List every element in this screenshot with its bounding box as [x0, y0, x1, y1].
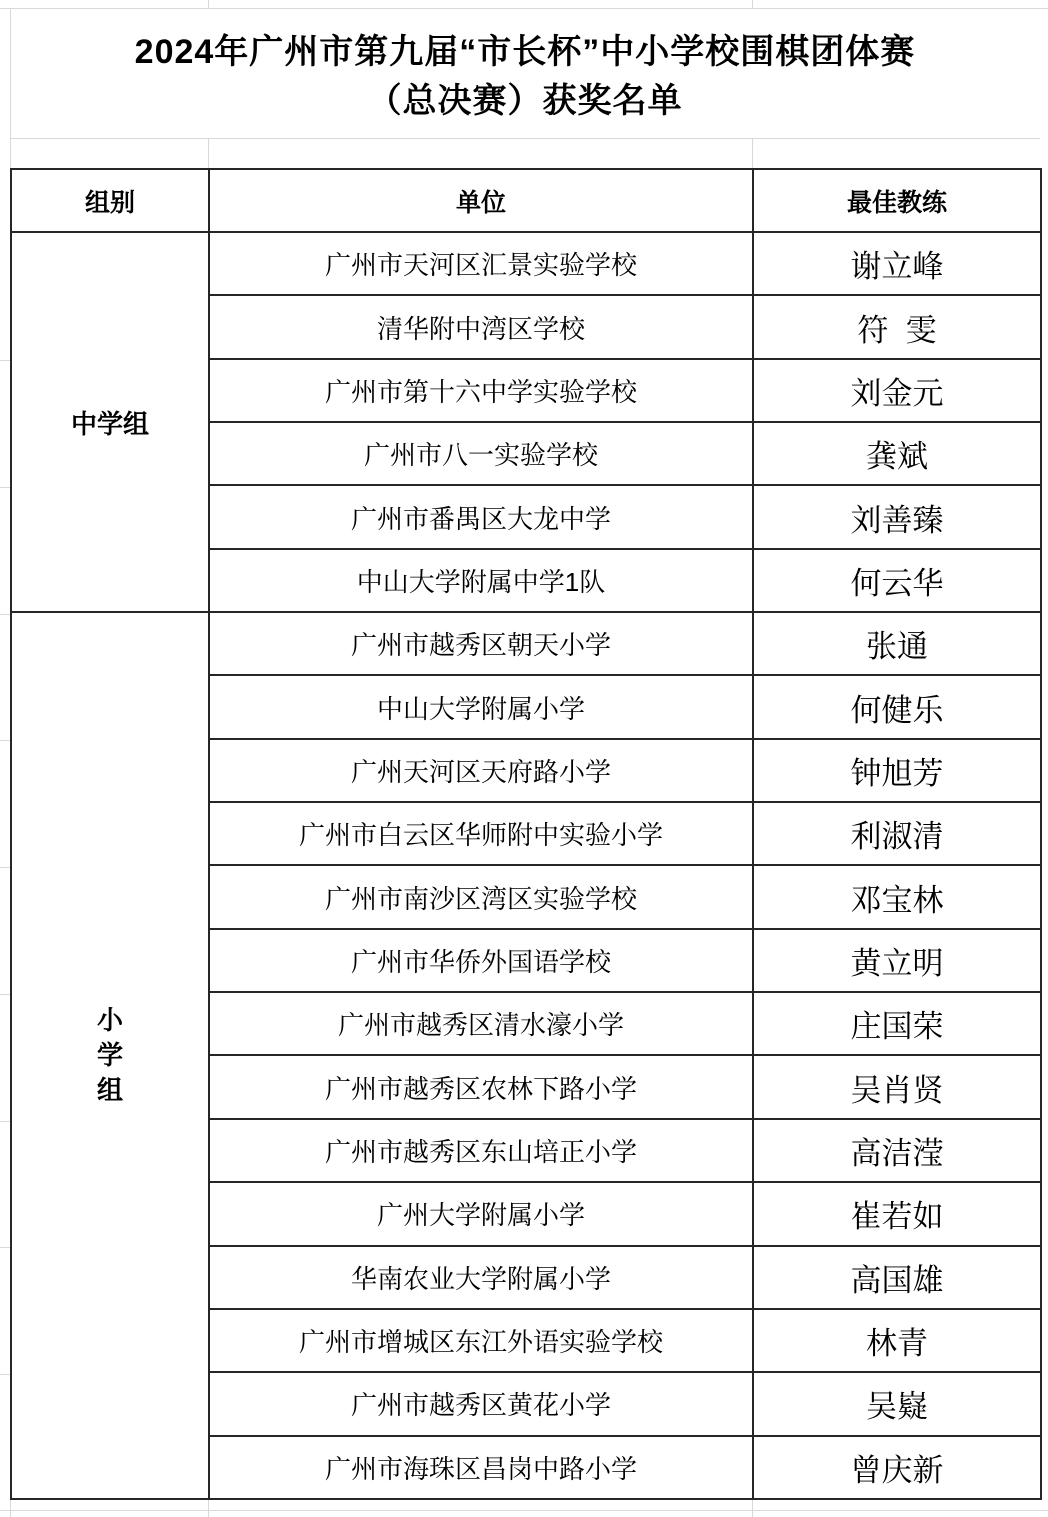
coach-cell: 钟旭芳 [753, 739, 1041, 802]
table-row [11, 612, 1041, 675]
unit-cell: 广州市第十六中学实验学校 [209, 359, 753, 422]
unit-cell: 广州市番禺区大龙中学 [209, 485, 753, 548]
coach-cell: 高国雄 [753, 1246, 1041, 1309]
gridline [0, 1121, 10, 1122]
group-label-middle-school: 中学组 [11, 232, 209, 612]
coach-cell: 张通 [753, 612, 1041, 675]
coach-cell: 黄立明 [753, 929, 1041, 992]
page-title [10, 8, 1040, 138]
coach-cell: 曾庆新 [753, 1436, 1041, 1499]
coach-cell: 符 雯 [753, 295, 1041, 358]
gridline [0, 867, 10, 868]
gridline [208, 1500, 209, 1517]
gridline [752, 138, 753, 168]
coach-cell: 吴嶷 [753, 1372, 1041, 1435]
table-row [11, 232, 1041, 295]
group-label-primary-school [11, 612, 209, 1499]
gridline [0, 1374, 10, 1375]
gridline [10, 1500, 11, 1517]
coach-cell: 谢立峰 [753, 232, 1041, 295]
unit-cell: 广州市越秀区东山培正小学 [209, 1119, 753, 1182]
gridline [752, 0, 753, 8]
unit-cell: 广州市越秀区黄花小学 [209, 1372, 753, 1435]
coach-cell: 何云华 [753, 549, 1041, 612]
unit-cell: 广州市华侨外国语学校 [209, 929, 753, 992]
unit-cell: 广州市八一实验学校 [209, 422, 753, 485]
coach-cell: 高洁滢 [753, 1119, 1041, 1182]
coach-cell: 庄国荣 [753, 992, 1041, 1055]
gridline [752, 1500, 753, 1517]
coach-cell: 刘金元 [753, 359, 1041, 422]
gridline [0, 994, 10, 995]
gridline [208, 138, 209, 168]
coach-cell: 林青 [753, 1309, 1041, 1372]
coach-cell: 崔若如 [753, 1182, 1041, 1245]
unit-cell: 中山大学附属中学1队 [209, 549, 753, 612]
unit-cell: 中山大学附属小学 [209, 675, 753, 738]
coach-cell: 邓宝林 [753, 865, 1041, 928]
coach-cell: 何健乐 [753, 675, 1041, 738]
unit-cell: 广州市白云区华师附中实验小学 [209, 802, 753, 865]
award-table [10, 168, 1042, 1500]
gridline [0, 360, 10, 361]
unit-cell: 广州市天河区汇景实验学校 [209, 232, 753, 295]
unit-cell: 广州市增城区东江外语实验学校 [209, 1309, 753, 1372]
gridline [0, 487, 10, 488]
gridline [0, 614, 10, 615]
gridline [10, 138, 1040, 139]
gridline [0, 1247, 10, 1248]
header-group: 组别 [11, 169, 209, 232]
table-header-row [11, 169, 1041, 232]
unit-cell: 广州市海珠区昌岗中路小学 [209, 1436, 753, 1499]
unit-cell: 广州大学附属小学 [209, 1182, 753, 1245]
page-title-line2: （总决赛）获奖名单 [367, 82, 683, 120]
group-label-primary-school-text: 小学组 [96, 1005, 123, 1106]
page-title-line1: 2024年广州市第九届“市长杯”中小学校围棋团体赛 [134, 33, 916, 71]
coach-cell: 吴肖贤 [753, 1055, 1041, 1118]
unit-cell: 广州天河区天府路小学 [209, 739, 753, 802]
gridline [0, 1510, 1048, 1511]
header-unit: 单位 [209, 169, 753, 232]
header-coach: 最佳教练 [753, 169, 1041, 232]
unit-cell: 广州市越秀区朝天小学 [209, 612, 753, 675]
gridline [0, 740, 10, 741]
coach-cell: 龚斌 [753, 422, 1041, 485]
unit-cell: 清华附中湾区学校 [209, 295, 753, 358]
coach-cell: 刘善臻 [753, 485, 1041, 548]
unit-cell: 广州市越秀区清水濠小学 [209, 992, 753, 1055]
unit-cell: 广州市越秀区农林下路小学 [209, 1055, 753, 1118]
unit-cell: 华南农业大学附属小学 [209, 1246, 753, 1309]
gridline [208, 0, 209, 8]
coach-cell: 利淑清 [753, 802, 1041, 865]
unit-cell: 广州市南沙区湾区实验学校 [209, 865, 753, 928]
